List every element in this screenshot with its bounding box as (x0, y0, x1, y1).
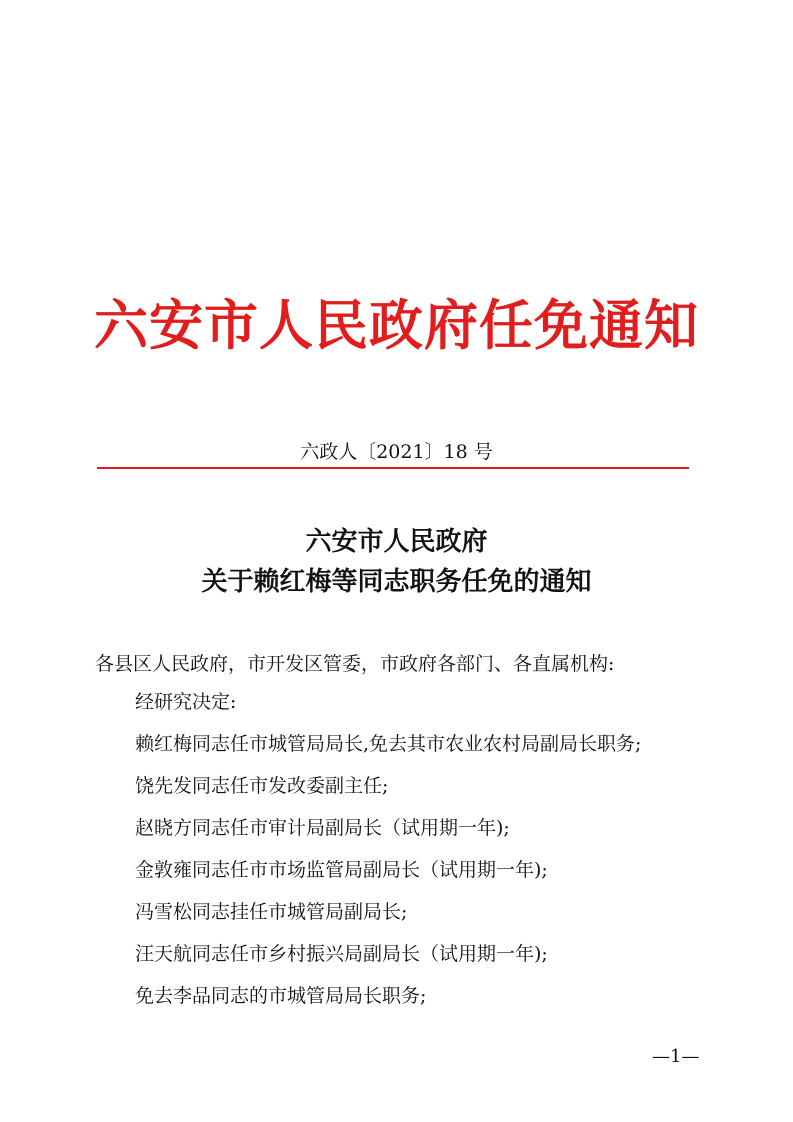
masthead: 六安市人民政府任免通知 (94, 293, 699, 357)
title-line-1: 六安市人民政府 (305, 527, 488, 557)
body-line: 赖红梅同志任市城管局局长,免去其市农业农村局副局长职务; (135, 733, 642, 755)
body-line: 冯雪松同志挂任市城管局副局长; (135, 901, 408, 923)
document-title (0, 522, 793, 602)
body-line: 金敦雍同志任市市场监管局副局长（试用期一年); (135, 859, 548, 881)
notice-body (135, 688, 735, 1024)
body-line: 免去李品同志的市城管局局长职务; (135, 985, 427, 1007)
body-line: 赵晓方同志任市审计局副局长（试用期一年); (135, 817, 510, 839)
title-line-2: 关于赖红梅等同志职务任免的通知 (201, 567, 592, 597)
body-line: 汪天航同志任市乡村振兴局副局长（试用期一年); (135, 943, 548, 965)
addressee: 各县区人民政府，市开发区管委，市政府各部门、各直属机构: (95, 653, 615, 675)
page-number: —1— (652, 1046, 700, 1067)
document-number: 六政人〔2021〕18 号 (300, 441, 493, 463)
red-divider-line (97, 467, 689, 469)
body-line: 饶先发同志任市发改委副主任; (135, 775, 389, 797)
body-line: 经研究决定: (135, 691, 237, 713)
